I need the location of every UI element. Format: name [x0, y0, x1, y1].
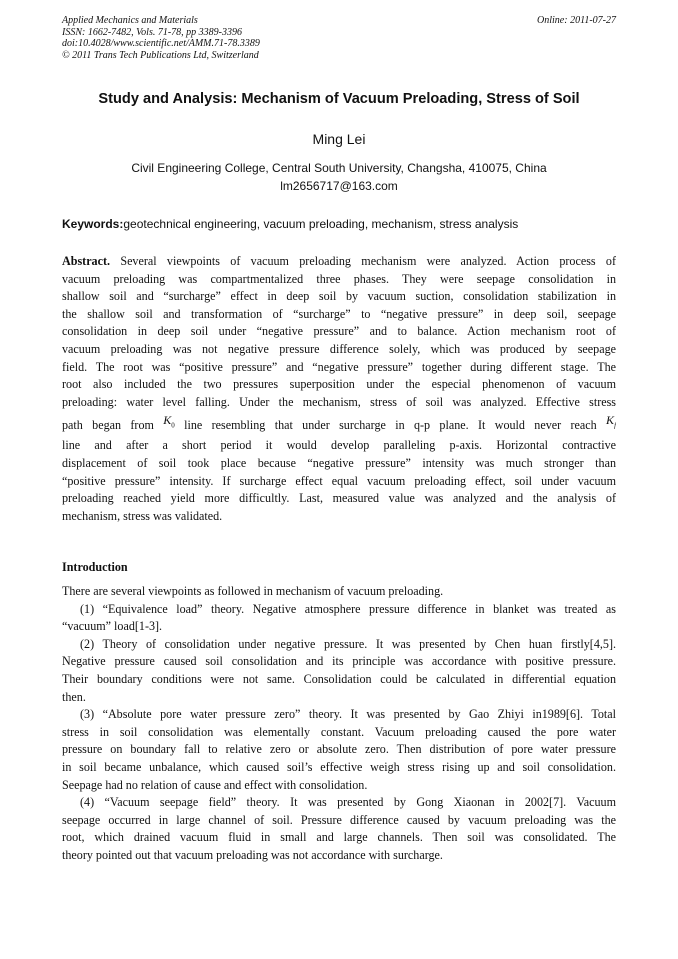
issn-line: ISSN: 1662-7482, Vols. 71-78, pp 3389-3396: [62, 26, 242, 38]
abstract-line: displacement of soil took place because “negative pressure” intensity was much stronger than: [62, 455, 616, 470]
abstract-math-line: [62, 411, 616, 437]
abstract-line: preloading reached yield more difficultly. Last, measured value was analyzed and the analysis of: [62, 491, 616, 506]
introduction-line: Negative pressure caused soil consolidation and its principle was accordance with positive pressure.: [62, 654, 616, 669]
abstract-line: line and after a short period it would develop paralleling p-axis. Horizontal contractive: [62, 438, 616, 453]
introduction-line: (3) “Absolute pore water pressure zero” theory. It was presented by Gao Zhiyi in1989[6]. Total: [80, 707, 616, 722]
journal-name: Applied Mechanics and Materials: [62, 15, 198, 26]
abstract-line: consolidation in deep soil under “negative pressure” and to balance. Action mechanism root of: [62, 324, 616, 339]
keywords: [62, 216, 616, 233]
abstract-line: the shallow soil and transformation of “surcharge” to “negative pressure” in deep soil, seepage: [62, 306, 616, 321]
introduction-line: in soil became unbalance, which caused soil’s effective weigh stress rising up and soil consolidation.: [62, 759, 616, 774]
abstract-line: Abstract. Several viewpoints of vacuum preloading mechanism were analyzed. Action process of: [62, 254, 616, 268]
kf-symbol: $K_f$: [606, 413, 616, 430]
introduction-line: Their boundary conditions were not same. Consolidation could be calculated in differential equation: [62, 671, 616, 686]
introduction-line: (1) “Equivalence load” theory. Negative atmosphere pressure difference in blanket was treated as: [80, 601, 616, 616]
abstract-line: root also included the two pressures superposition under the especial phenomenon of vacuum: [62, 377, 616, 392]
introduction-line: stress in soil consolidation was elementally constant. Vacuum preloading caused the pore water: [62, 724, 616, 739]
abstract: [62, 253, 616, 525]
journal-info: [62, 15, 616, 61]
introduction-line: pressure on boundary fall to relative zero or absolute zero. Then distribution of pore water pressure: [62, 742, 616, 757]
abstract-line: preloading: water level falling. Under the mechanism, stress of soil was analyzed. Effective stress: [62, 394, 616, 409]
author-email: lm2656717@163.com: [280, 179, 398, 193]
journal-header: [62, 15, 616, 61]
k0-symbol: $K_0$: [163, 413, 175, 430]
introduction-line: seepage occurred in large channel of soil. Pressure difference caused by vacuum preloading was the: [62, 812, 616, 827]
introduction-line: Seepage had no relation of cause and effect with consolidation.: [62, 777, 368, 792]
abstract-line: vacuum preloading was not negative pressure difference solely, which was produced by seepage: [62, 341, 616, 356]
introduction-line: root, which drained vacuum fluid in small and large channels. Then soil was consolidated. The: [62, 830, 616, 845]
copyright-line: © 2011 Trans Tech Publications Ltd, Switzerland: [62, 49, 259, 61]
abstract-line: field. The root was “positive pressure” and “negative pressure” together during different stage. The: [62, 359, 616, 374]
introduction-body: [62, 583, 616, 865]
keywords-text: geotechnical engineering, vacuum preloading, mechanism, stress analysis: [123, 217, 519, 231]
introduction-line: then.: [62, 689, 86, 704]
abstract-line: shallow soil and “surcharge” effect in deep soil by vacuum suction, consolidation stabilization in: [62, 289, 616, 304]
introduction-line: theory pointed out that vacuum preloading was not accordance with surcharge.: [62, 847, 443, 862]
abstract-line: “positive pressure” intensity. If surcharge effect equal vacuum preloading effect, soil under vacuum: [62, 473, 616, 488]
introduction-line: “vacuum” load[1-3].: [62, 619, 163, 634]
author-affiliation: Civil Engineering College, Central South University, Changsha, 410075, China: [131, 161, 547, 175]
doi-line: doi:10.4028/www.scientific.net/AMM.71-78.3389: [62, 38, 260, 49]
keywords-label: Keywords:: [62, 217, 124, 231]
introduction-line: There are several viewpoints as followed in mechanism of vacuum preloading.: [62, 584, 444, 598]
abstract-label: Abstract.: [62, 254, 111, 268]
abstract-line: mechanism, stress was validated.: [62, 508, 223, 523]
online-date: Online: 2011-07-27: [537, 15, 616, 26]
author-name: Ming Lei: [312, 131, 366, 147]
introduction-line: (2) Theory of consolidation under negative pressure. It was presented by Chen huan firstly[4,5].: [80, 636, 616, 651]
math-line-text-2: line resembling that under surcharge in q-p plane. It would never reach: [184, 418, 597, 433]
introduction-heading: Introduction: [62, 560, 128, 574]
paper-title: Study and Analysis: Mechanism of Vacuum Preloading, Stress of Soil: [98, 91, 580, 107]
abstract-line: vacuum preloading was compartmentalized three phases. They were seepage consolidation in: [62, 271, 616, 286]
introduction-line: (4) “Vacuum seepage field” theory. It was presented by Gong Xiaonan in 2002[7]. Vacuum: [80, 795, 616, 810]
math-line-text-1: path began from: [62, 418, 154, 433]
